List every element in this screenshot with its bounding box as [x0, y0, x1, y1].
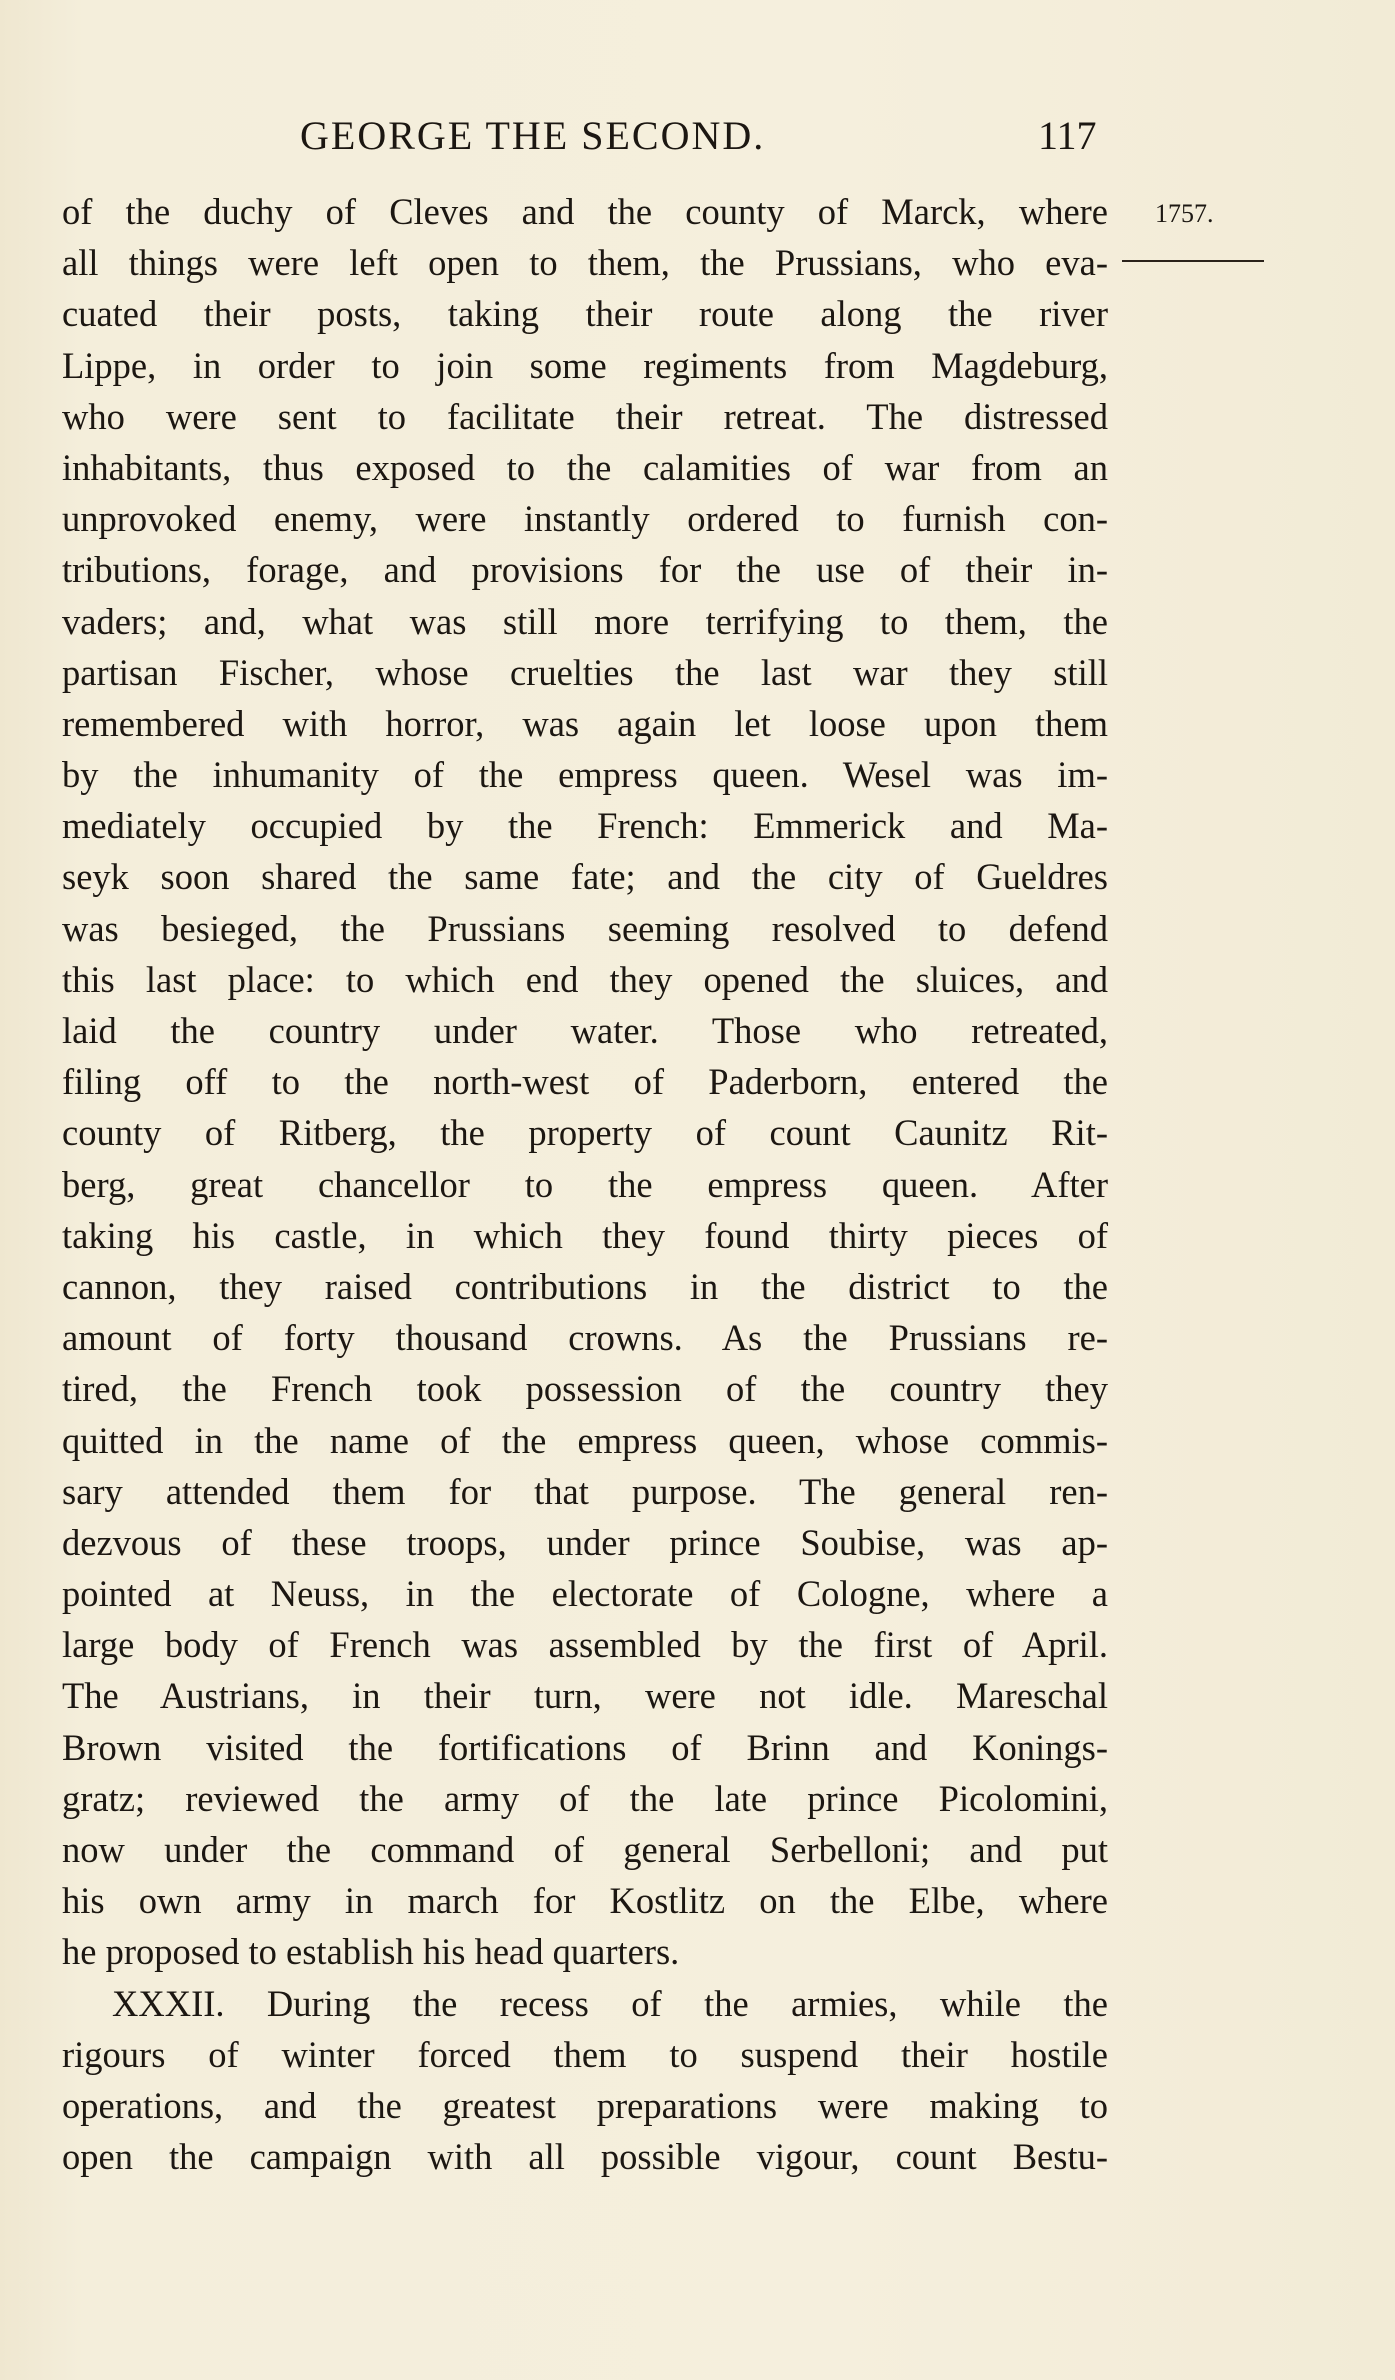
text-line: inhabitants, thus exposed to the calamities of war from an [62, 446, 1108, 488]
text-line: gratz; reviewed the army of the late prince Picolomini, [62, 1777, 1108, 1819]
text-line: remembered with horror, was again let loose upon them [62, 702, 1108, 744]
text-line: who were sent to facilitate their retreat. The distressed [62, 395, 1108, 437]
paragraph-end-line: he proposed to establish his head quarters. [62, 1931, 680, 1973]
section-start-line: XXXII. During the recess of the armies, while the [112, 1982, 1108, 2024]
text-line: The Austrians, in their turn, were not idle. Mareschal [62, 1675, 1108, 1717]
text-line: was besieged, the Prussians seeming resolved to defend [62, 907, 1108, 949]
text-line: Lippe, in order to join some regiments from Magdeburg, [62, 344, 1108, 386]
text-line: partisan Fischer, whose cruelties the last war they still [62, 651, 1108, 693]
text-line: filing off to the north-west of Paderborn, entered the [62, 1061, 1108, 1103]
text-line: laid the country under water. Those who retreated, [62, 1010, 1108, 1051]
text-line: seyk soon shared the same fate; and the city of Gueldres [62, 856, 1108, 898]
text-line: cuated their posts, taking their route along the river [62, 293, 1108, 335]
text-line: rigours of winter forced them to suspend their hostile [62, 2033, 1108, 2075]
page-number: 117 [1038, 113, 1097, 158]
margin-year-note: 1757. [1155, 199, 1214, 228]
text-line: amount of forty thousand crowns. As the Prussians re- [62, 1317, 1108, 1359]
text-line: this last place: to which end they opened the sluices, and [62, 958, 1108, 1000]
text-line: taking his castle, in which they found thirty pieces of [62, 1214, 1108, 1256]
text-line: cannon, they raised contributions in the district to the [62, 1265, 1108, 1307]
text-line: sary attended them for that purpose. The general ren- [62, 1470, 1108, 1512]
margin-rule [1122, 260, 1264, 262]
text-line: dezvous of these troops, under prince Soubise, was ap- [62, 1521, 1108, 1563]
text-line: all things were left open to them, the Prussians, who eva- [62, 242, 1108, 284]
text-line: pointed at Neuss, in the electorate of Cologne, where a [62, 1573, 1108, 1615]
text-line: by the inhumanity of the empress queen. Wesel was im- [62, 754, 1108, 796]
body-text [62, 186, 1108, 2182]
text-line: tributions, forage, and provisions for the use of their in- [62, 549, 1108, 591]
text-line: quitted in the name of the empress queen, whose commis- [62, 1419, 1108, 1461]
text-line: county of Ritberg, the property of count Caunitz Rit- [62, 1112, 1108, 1154]
text-line: operations, and the greatest preparations were making to [62, 2084, 1108, 2126]
text-line: now under the command of general Serbelloni; and put [62, 1829, 1108, 1870]
text-line: his own army in march for Kostlitz on the Elbe, where [62, 1880, 1108, 1922]
text-line: Brown visited the fortifications of Brinn and Konings- [62, 1726, 1108, 1768]
text-line: unprovoked enemy, were instantly ordered to furnish con- [62, 498, 1108, 540]
text-line: open the campaign with all possible vigour, count Bestu- [62, 2136, 1108, 2178]
text-line: vaders; and, what was still more terrifying to them, the [62, 600, 1108, 642]
text-line: berg, great chancellor to the empress queen. After [62, 1163, 1108, 1205]
text-line: tired, the French took possession of the country they [62, 1368, 1108, 1410]
running-title: GEORGE THE SECOND. [300, 113, 766, 158]
text-line: large body of French was assembled by the first of April. [62, 1624, 1108, 1666]
text-line: mediately occupied by the French: Emmerick and Ma- [62, 805, 1108, 847]
text-line: of the duchy of Cleves and the county of Marck, where [62, 191, 1108, 232]
